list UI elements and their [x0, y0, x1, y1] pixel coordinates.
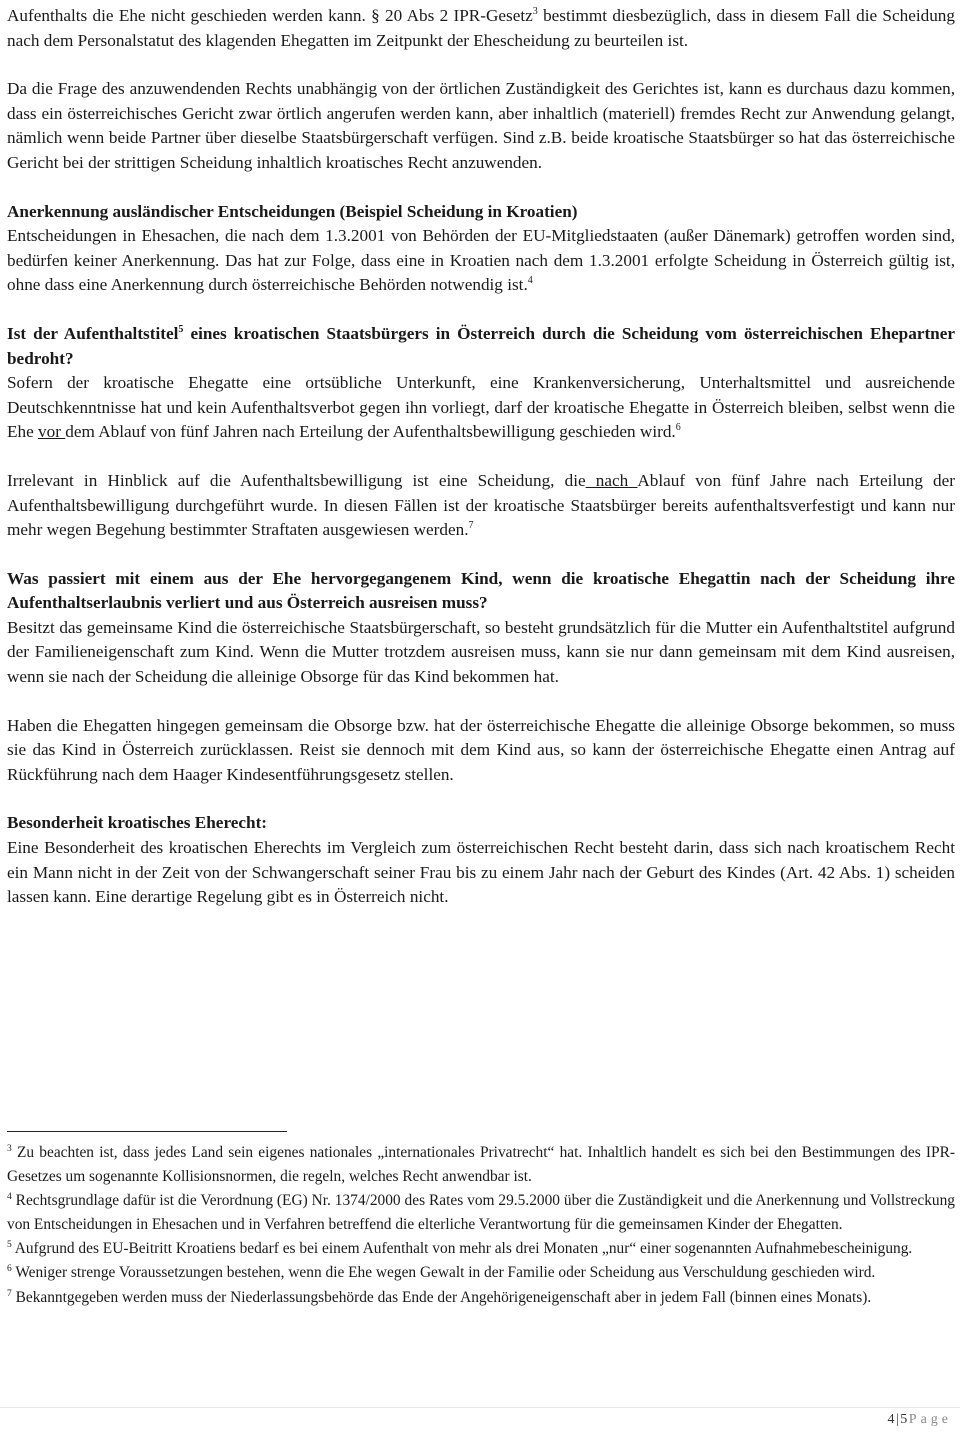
footnote-ref-5[interactable]: 5: [178, 323, 184, 335]
footnote-ref-4[interactable]: 4: [527, 275, 533, 287]
underlined-text: vor: [38, 422, 66, 442]
footnote-text: Weniger strenge Voraussetzungen bestehen, wenn die Ehe wegen Gewalt in der Familie oder Scheidung aus Verschuldung geschieden wird.: [11, 1264, 876, 1282]
spacer: [7, 543, 955, 567]
spacer: [7, 445, 955, 469]
paragraph-child: Besitzt das gemeinsame Kind die österreichische Staatsbürgerschaft, so besteht grundsätzlich für die Mutter ein Aufenthaltstitel aufgrund der Familieneigenschaft zum Kind. Wenn die Mutter trotzdem ausreisen muss, kann sie nur dann gemeinsam mit dem Kind ausreisen, wenn sie nach der Scheidung die alleinige Obsorge für das Kind bekommen hat.: [7, 617, 955, 687]
footnote-text: Aufgrund des EU-Beitritt Kroatiens bedarf es bei einem Aufenthalt von mehr als drei Monaten „nur“ einer sogenannten Aufnahmebescheinigung.: [11, 1240, 913, 1258]
footnotes: [7, 1141, 955, 1310]
paragraph-croatian-marriage-law: Eine Besonderheit des kroatischen Eherechts im Vergleich zum österreichischen Recht besteht darin, dass sich nach kroatischem Recht ein Mann nicht in der Zeit von der Schwangerschaft seiner Frau bis zu einem Jahr nach der Geburt des Kindes (Art. 42 Abs. 1) scheiden lassen kann. Eine derartige Regelung gibt es in Österreich nicht.: [7, 838, 955, 907]
text: Aufenthalts die Ehe nicht geschieden werden kann. § 20 Abs 2 IPR-Gesetz: [7, 6, 533, 25]
spacer: [7, 787, 955, 811]
page-total: 5: [900, 1412, 908, 1427]
page-separator: |: [895, 1412, 900, 1427]
page-footer: [887, 1412, 952, 1428]
page-label: Page: [908, 1412, 952, 1427]
footnote-separator: [7, 1131, 287, 1132]
footer-divider: [0, 1407, 960, 1408]
footnote-number: 5: [7, 1240, 12, 1251]
heading-croatian-marriage-law: Besonderheit kroatisches Eherecht:: [7, 813, 268, 833]
spacer: [7, 53, 955, 77]
footnote-7: [7, 1286, 955, 1310]
paragraph-intro: [7, 4, 955, 53]
text: eines kroatischen Staatsbürgers in Österreich durch die Scheidung vom österreichischen Ehepartner bedroht?: [7, 323, 955, 368]
footnote-3: [7, 1141, 955, 1189]
paragraph-recognition: [7, 224, 955, 298]
text: bestimmt diesbezüglich, dass in diesem Fall die Scheidung nach dem Personalstatut des klagenden Ehegatten im Zeitpunkt der Ehescheidung zu beurteilen ist.: [7, 6, 955, 50]
footnote-5: [7, 1237, 955, 1261]
footnote-text: Zu beachten ist, dass jedes Land sein eigenes nationales „internationales Privatrecht“ hat. Inhaltlich handelt es sich bei den Bestimmungen des IPR-Gesetzes um sogenannte Kollisionsnormen, die regeln, welches Recht anwendbar ist.: [7, 1144, 955, 1186]
paragraph-custody: Haben die Ehegatten hingegen gemeinsam die Obsorge bzw. hat der österreichische Ehegatte die alleinige Obsorge bekommen, so muss sie das Kind in Österreich zurücklassen. Reist sie dennoch mit dem Kind aus, so kann der österreichische Ehegatte einen Antrag auf Rückführung nach dem Haager Kindesentführungsgesetz stellen.: [7, 715, 955, 784]
footnote-text: Rechtsgrundlage dafür ist die Verordnung (EG) Nr. 1374/2000 des Rates vom 29.5.2000 über die Zuständigkeit und die Anerkennung und Vollstreckung von Entscheidungen in Ehesachen und in Verfahren betreffend die elterliche Verantwortung für die gemeinsamen Kinder der Ehegatten.: [7, 1192, 955, 1234]
heading-child: Was passiert mit einem aus der Ehe hervorgegangenem Kind, wenn die kroatische Ehegattin nach der Scheidung ihre Aufenthaltserlaubnis verliert und aus Österreich ausreisen muss?: [7, 568, 955, 613]
paragraph-residence-permit: [7, 371, 955, 445]
text: Sofern der kroatische Ehegatte eine ortsübliche Unterkunft, eine Krankenversicherung, Unterhaltsmittel und ausreichende Deutschkenntnisse hat und kein Aufenthaltsverbot gegen ihn vorliegt, darf der kroatische Ehegatte in Österreich bleiben, selbst wenn die Ehe: [7, 373, 955, 442]
footnote-text: Bekanntgegeben werden muss der Niederlassungsbehörde das Ende der Angehörigeneigenschaft aber in jedem Fall (binnen eines Monats).: [11, 1288, 872, 1306]
footnote-6: [7, 1261, 955, 1285]
text: Irrelevant in Hinblick auf die Aufenthaltsbewilligung ist eine Scheidung, die: [7, 470, 586, 490]
footnote-number: 6: [7, 1264, 12, 1275]
page-number: 4: [887, 1412, 895, 1427]
paragraph-applicable-law: Da die Frage des anzuwendenden Rechts unabhängig von der örtlichen Zuständigkeit des Gerichtes ist, kann es durchaus dazu kommen, dass ein österreichisches Gericht zwar örtlich angerufen werden kann, aber inhaltlich (materiell) fremdes Recht zur Anwendung gelangt, nämlich wenn beide Partner über dieselbe Staatsbürgerschaft verfügen. Sind z.B. beide kroatische Staatsbürger so hat das österreichische Gericht bei der strittigen Scheidung inhaltlich kroatisches Recht anzuwenden.: [7, 79, 955, 172]
spacer: [7, 298, 955, 322]
spacer: [7, 176, 955, 200]
footnote-ref-6[interactable]: 6: [675, 422, 681, 434]
text: Ist der Aufenthaltstitel: [7, 323, 179, 343]
document-page: [7, 0, 955, 910]
underlined-text: nach: [585, 470, 638, 490]
paragraph-irrelevant: [7, 469, 955, 543]
footnote-number: 3: [7, 1144, 12, 1154]
heading-recognition: Anerkennung ausländischer Entscheidungen (Beispiel Scheidung in Kroatien): [7, 201, 578, 221]
footnote-number: 4: [7, 1192, 12, 1203]
text: dem Ablauf von fünf Jahren nach Erteilung der Aufenthaltsbewilligung geschieden wird.: [65, 422, 676, 442]
text: Entscheidungen in Ehesachen, die nach dem 1.3.2001 von Behörden der EU-Mitgliedstaaten (außer Dänemark) getroffen worden sind, bedürfen keiner Anerkennung. Das hat zur Folge, dass eine in Kroatien nach dem 1.3.2001 erfolgte Scheidung in Österreich gültig ist, ohne dass eine Anerkennung durch österreichische Behörden notwendig ist.: [7, 226, 955, 295]
footnote-ref-7[interactable]: 7: [468, 520, 474, 532]
footnote-ref-3[interactable]: 3: [532, 6, 538, 17]
spacer: [7, 690, 955, 714]
text: Ablauf von fünf Jahre nach Erteilung der Aufenthaltsbewilligung durchgeführt wurde. In diesen Fällen ist der kroatische Staatsbürger bereits aufenthaltsverfestigt und kann nur mehr wegen Begehung bestimmter Straftaten ausgewiesen werden.: [7, 470, 955, 540]
footnote-number: 7: [7, 1288, 12, 1299]
footnote-4: [7, 1189, 955, 1237]
heading-residence-permit: [7, 322, 955, 371]
